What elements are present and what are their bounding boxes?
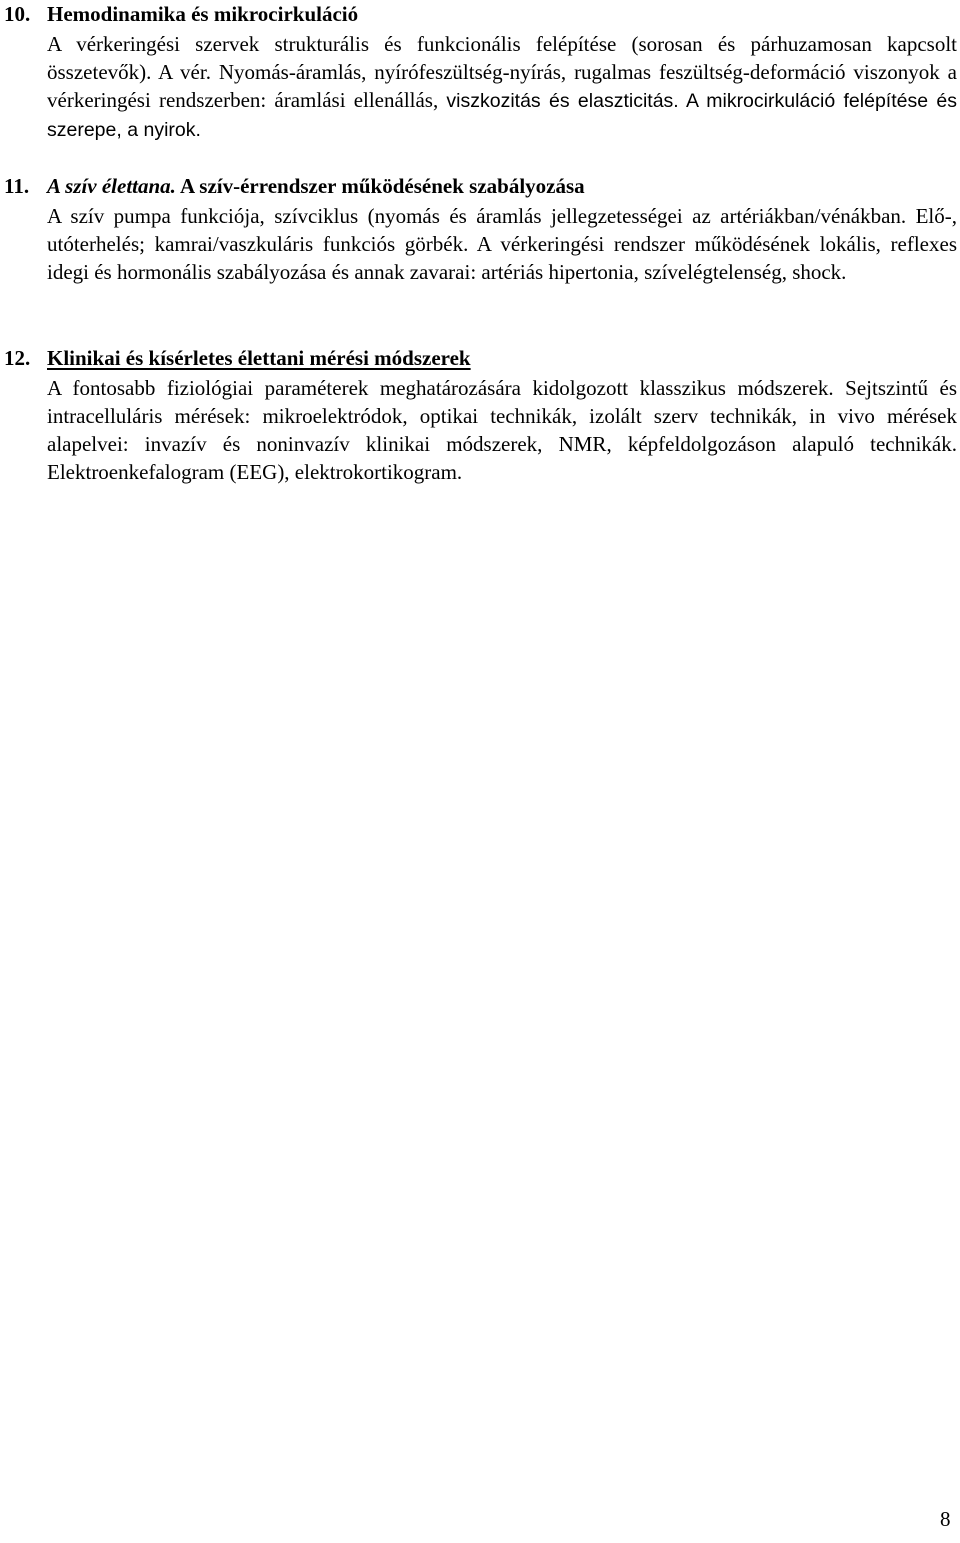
section-title — [47, 172, 585, 200]
section-heading — [0, 344, 960, 372]
section-title: Hemodinamika és mikrocirkuláció — [47, 2, 359, 26]
section-title: Klinikai és kísérletes élettani mérési módszerek — [47, 346, 471, 370]
section-number: 12. — [4, 346, 31, 370]
section-10 — [0, 0, 960, 144]
section-title-italic: A szív élettana. — [47, 174, 176, 198]
section-body: A fontosabb fiziológiai paraméterek meghatározására kidolgozott klasszikus módszerek. Sejtszintű és intracelluláris mérések: mikroelektródok, optikai technikák, izolált szerv technikák, in vivo mérések alapelvei: invazív és noninvazív klinikai módszerek, NMR, képfeldolgozáson alapuló technikák. Elektroenkefalogram (EEG), elektrokortikogram. — [47, 376, 957, 484]
section-body-text-sans: viszkozitás és elaszticitás. A mikrocirkuláció felépítése és szerepe, a nyirok. — [47, 90, 957, 141]
section-11 — [0, 172, 960, 286]
section-body: A szív pumpa funkciója, szívciklus (nyomás és áramlás jellegzetességei az artériákban/vénákban. Elő-, utóterhelés; kamrai/vaszkuláris funkciós görbék. A vérkeringési rendszer működésének lokális, reflexes idegi és hormonális szabályozása és annak zavarai: artériás hipertonia, szívelégtelenség, shock. — [47, 204, 957, 284]
section-title-rest: A szív-érrendszer működésének szabályozása — [175, 174, 585, 198]
section-12 — [0, 344, 960, 486]
section-number: 10. — [4, 2, 31, 26]
section-heading — [0, 172, 960, 200]
section-body — [47, 30, 957, 144]
section-number: 11. — [4, 174, 30, 198]
section-heading — [0, 0, 960, 28]
page-number: 8 — [940, 1507, 951, 1531]
section-body-text: A vérkeringési szervek strukturális és funkcionális felépítése (sorosan és párhuzamosan kapcsolt összetevők). A vér. Nyomás-áramlás, nyírófeszültség-nyírás, rugalmas feszültség-deformáció viszonyok a vérkeringési rendszerben: áramlási ellenállás, — [47, 32, 957, 112]
